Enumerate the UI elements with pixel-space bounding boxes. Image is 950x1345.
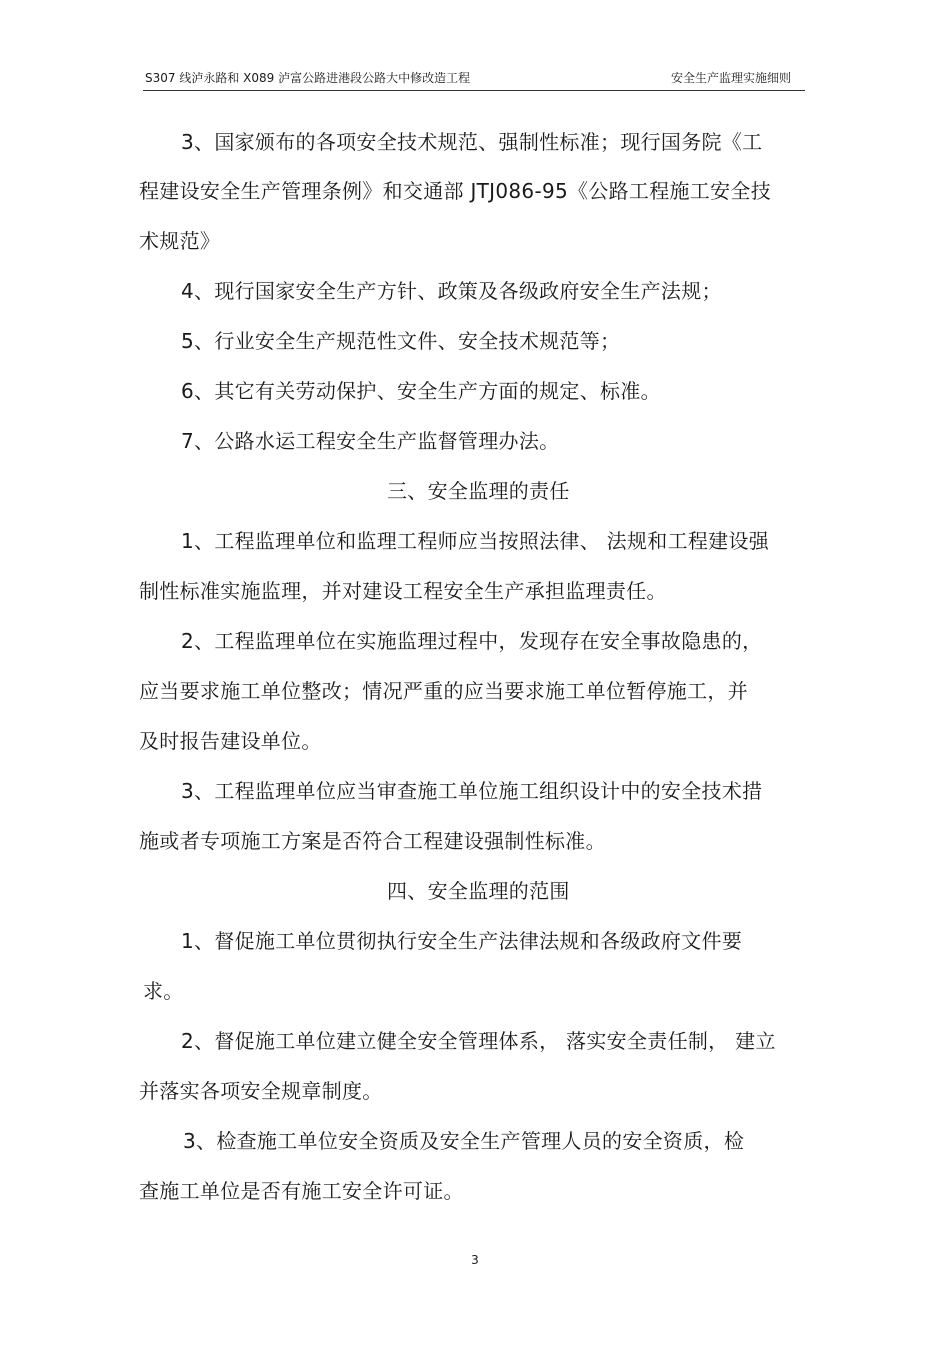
body-line: 3、工程监理单位应当审查施工单位施工组织设计中的安全技术措 xyxy=(181,779,763,803)
body-line: 术规范》 xyxy=(139,229,221,253)
body-line: 制性标准实施监理，并对建设工程安全生产承担监理责任。 xyxy=(139,579,667,603)
header-project-title: S307 线泸永路和 X089 泸富公路进港段公路大中修改造工程 xyxy=(145,71,471,85)
body-line: 程建设安全生产管理条例》和交通部 JTJ086-95《公路工程施工安全技 xyxy=(139,179,772,203)
body-line: 3、检查施工单位安全资质及安全生产管理人员的安全资质，检 xyxy=(183,1129,745,1153)
section-heading: 三、安全监理的责任 xyxy=(387,479,570,503)
body-line: 1、工程监理单位和监理工程师应当按照法律、 法规和工程建设强 xyxy=(181,529,770,553)
body-line: 查施工单位是否有施工安全许可证。 xyxy=(139,1179,464,1203)
body-line: 4、现行国家安全生产方针、政策及各级政府安全生产法规； xyxy=(181,279,722,303)
section-heading: 四、安全监理的范围 xyxy=(387,879,570,903)
body-line: 1、督促施工单位贯彻执行安全生产法律法规和各级政府文件要 xyxy=(181,929,743,953)
body-line: 施或者专项施工方案是否符合工程建设强制性标准。 xyxy=(139,829,606,853)
body-line: 3、国家颁布的各项安全技术规范、强制性标准；现行国务院《工 xyxy=(181,130,763,154)
body-line: 并落实各项安全规章制度。 xyxy=(139,1079,383,1103)
body-line: 应当要求施工单位整改；情况严重的应当要求施工单位暂停施工，并 xyxy=(139,679,748,703)
body-line: 求。 xyxy=(143,979,184,1003)
body-line: 7、公路水运工程安全生产监督管理办法。 xyxy=(181,429,560,453)
page-number: 3 xyxy=(471,1253,479,1267)
body-line: 2、工程监理单位在实施监理过程中，发现存在安全事故隐患的， xyxy=(181,629,763,653)
body-line: 2、督促施工单位建立健全安全管理体系， 落实安全责任制， 建立 xyxy=(181,1029,776,1053)
body-line: 5、行业安全生产规范性文件、安全技术规范等； xyxy=(181,329,621,353)
body-line: 6、其它有关劳动保护、安全生产方面的规定、标准。 xyxy=(181,379,661,403)
header-document-title: 安全生产监理实施细则 xyxy=(670,71,791,85)
body-line: 及时报告建设单位。 xyxy=(139,729,322,753)
page-header xyxy=(143,68,805,91)
